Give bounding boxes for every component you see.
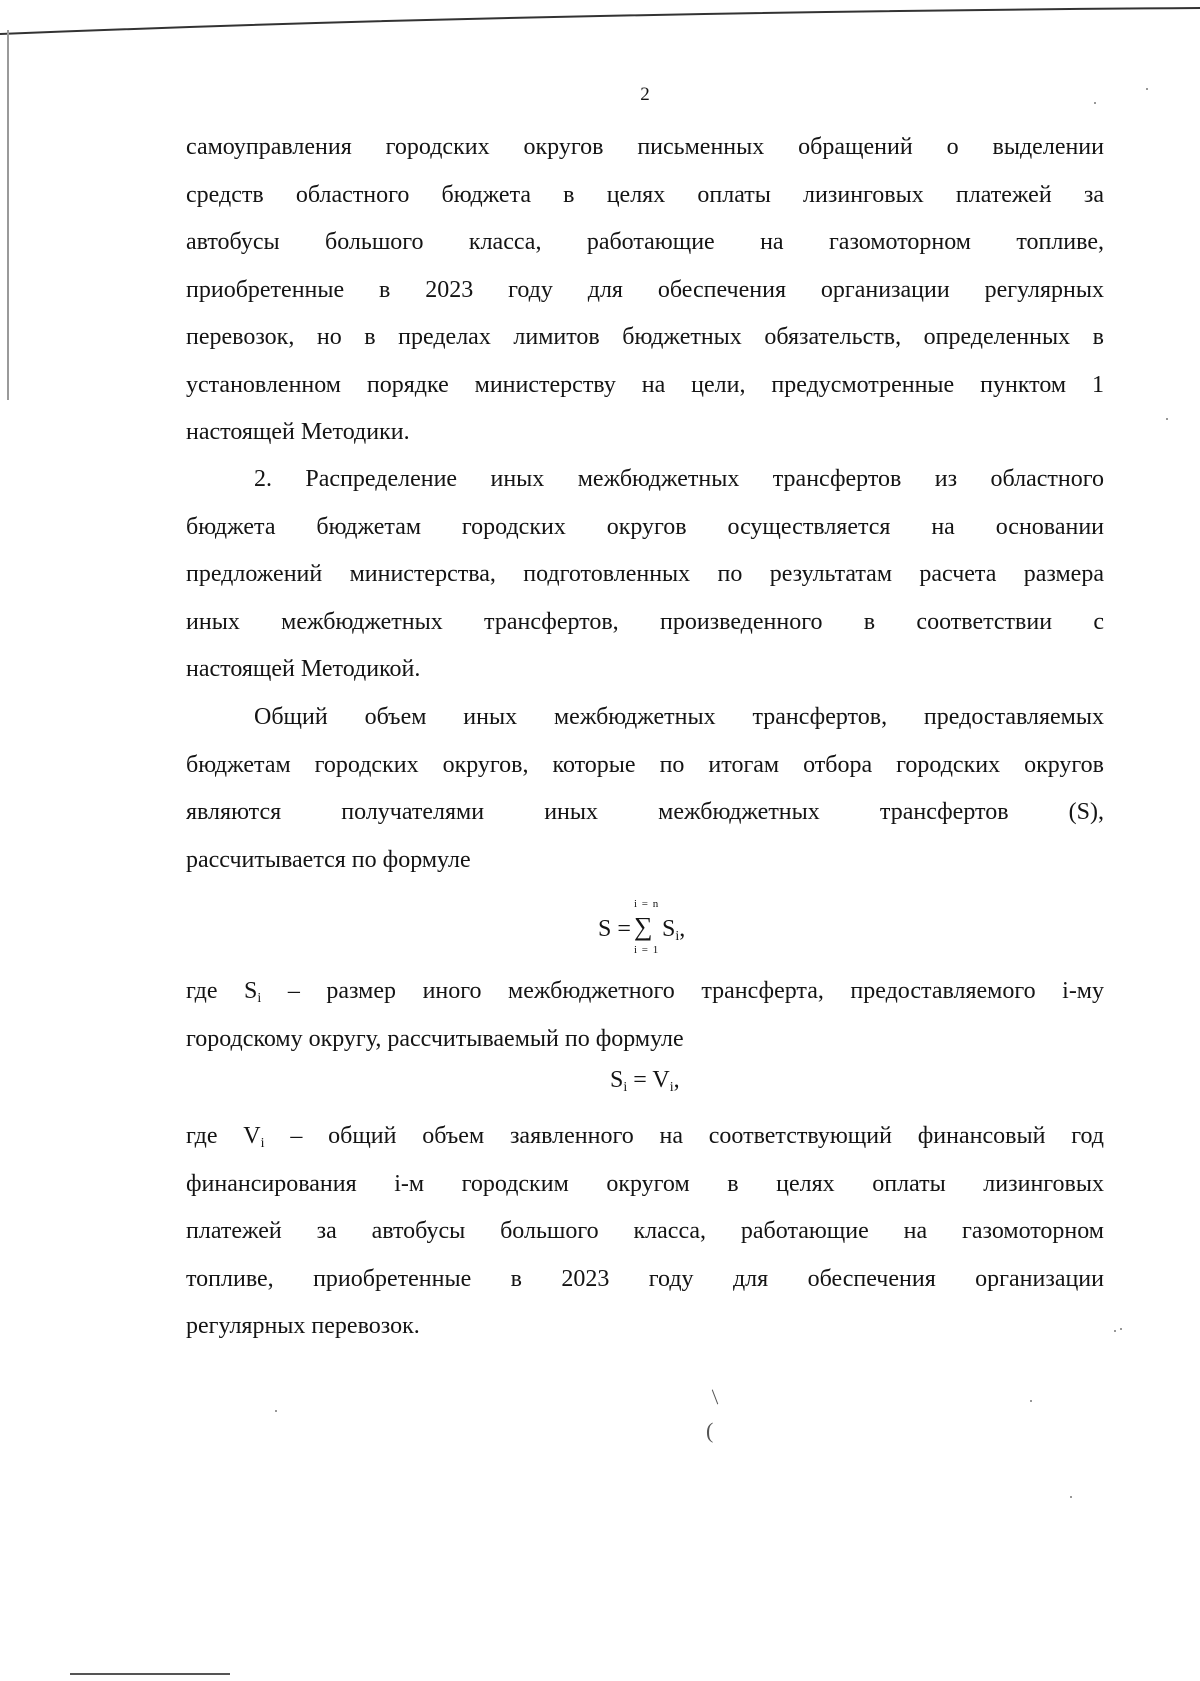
- text-line: иных межбюджетных трансфертов, произведенного в соответствии с: [186, 608, 1104, 635]
- formula-term: [662, 916, 685, 945]
- text-line: топливе, приобретенные в 2023 году для обеспечения организации: [186, 1265, 1104, 1292]
- formula-lhs: [598, 916, 631, 943]
- text-line: установленном порядке министерству на цели, предусмотренные пунктом 1: [186, 371, 1104, 398]
- text-fragment: где V: [186, 1123, 261, 1149]
- scan-speck: [275, 1410, 277, 1412]
- formula-tail: ,: [679, 916, 686, 942]
- text-fragment: – размер иного межбюджетного трансферта, предоставляемого i-му: [261, 978, 1104, 1004]
- text-line: перевозок, но в пределах лимитов бюджетных обязательств, определенных в: [186, 324, 1104, 350]
- formula-term-symbol: S: [662, 916, 676, 942]
- formula-equals: =: [627, 1067, 653, 1093]
- page-number: 2: [640, 84, 650, 105]
- text-line: финансирования i-м городским округом в целях оплаты лизинговых: [186, 1170, 1104, 1197]
- pen-mark: /: [704, 1385, 726, 1409]
- scan-border-top: [0, 6, 1200, 46]
- sigma-symbol: ∑: [634, 912, 653, 941]
- formula-individual: [610, 1067, 680, 1096]
- text-subscript: i: [257, 991, 262, 1006]
- scan-border-bottom: [70, 1673, 230, 1675]
- formula-total-sum: [590, 900, 710, 960]
- text-line: городскому округу, рассчитываемый по формуле: [186, 1025, 684, 1052]
- text-line: автобусы большого класса, работающие на газомоторном топливе,: [186, 229, 1104, 255]
- text-line: предложений министерства, подготовленных по результатам расчета размера: [186, 561, 1104, 587]
- text-line: Общий объем иных межбюджетных трансфертов, предоставляемых: [254, 704, 1104, 730]
- text-line: [186, 1113, 1104, 1161]
- sum-lower-limit: i = 1: [634, 944, 660, 956]
- formula-term-subscript: i: [675, 929, 680, 944]
- scan-speck: [1166, 418, 1168, 420]
- paragraph-4: [186, 968, 1104, 1063]
- scan-speck: [1120, 1328, 1122, 1330]
- text-line: платежей за автобусы большого класса, работающие на газомоторном: [186, 1218, 1104, 1244]
- paragraph-2: [186, 456, 1104, 694]
- paragraph-5: [186, 1113, 1104, 1351]
- text-line: настоящей Методики.: [186, 419, 410, 445]
- text-line: приобретенные в 2023 году для обеспечения организации регулярных: [186, 276, 1104, 303]
- formula-lhs-symbol: S: [610, 1067, 624, 1093]
- text-line: средств областного бюджета в целях оплаты лизинговых платежей за: [186, 181, 1104, 208]
- paragraph-1: [186, 124, 1104, 457]
- text-fragment: – общий объем заявленного на соответствующий финансовый год: [264, 1123, 1104, 1149]
- text-line: самоуправления городских округов письменных обращений о выделении: [186, 134, 1104, 160]
- text-line: 2. Распределение иных межбюджетных трансфертов из областного: [254, 466, 1104, 492]
- scan-speck: [1114, 1330, 1116, 1332]
- formula-rhs-symbol: V: [652, 1067, 670, 1093]
- formula-lhs-subscript: i: [623, 1080, 628, 1095]
- scan-speck: [1030, 1400, 1032, 1402]
- formula-equals: =: [617, 916, 631, 942]
- formula-rhs-subscript: i: [669, 1080, 674, 1095]
- paragraph-3: [186, 694, 1104, 884]
- text-line: бюджетам городских округов, которые по итогам отбора городских округов: [186, 751, 1104, 778]
- text-line: [186, 968, 1104, 1016]
- scan-speck: [1070, 1496, 1072, 1498]
- text-fragment: где S: [186, 978, 258, 1004]
- sum-upper-limit: i = n: [634, 898, 660, 910]
- text-subscript: i: [260, 1136, 265, 1151]
- formula-lhs-symbol: S: [598, 916, 612, 942]
- formula-tail: ,: [673, 1067, 680, 1093]
- text-line: регулярных перевозок.: [186, 1313, 420, 1339]
- pen-mark: (: [706, 1418, 714, 1443]
- text-line: рассчитывается по формуле: [186, 846, 471, 873]
- text-line: настоящей Методикой.: [186, 656, 421, 682]
- text-line: являются получателями иных межбюджетных трансфертов (S),: [186, 799, 1104, 825]
- text-line: бюджета бюджетам городских округов осуществляется на основании: [186, 513, 1104, 540]
